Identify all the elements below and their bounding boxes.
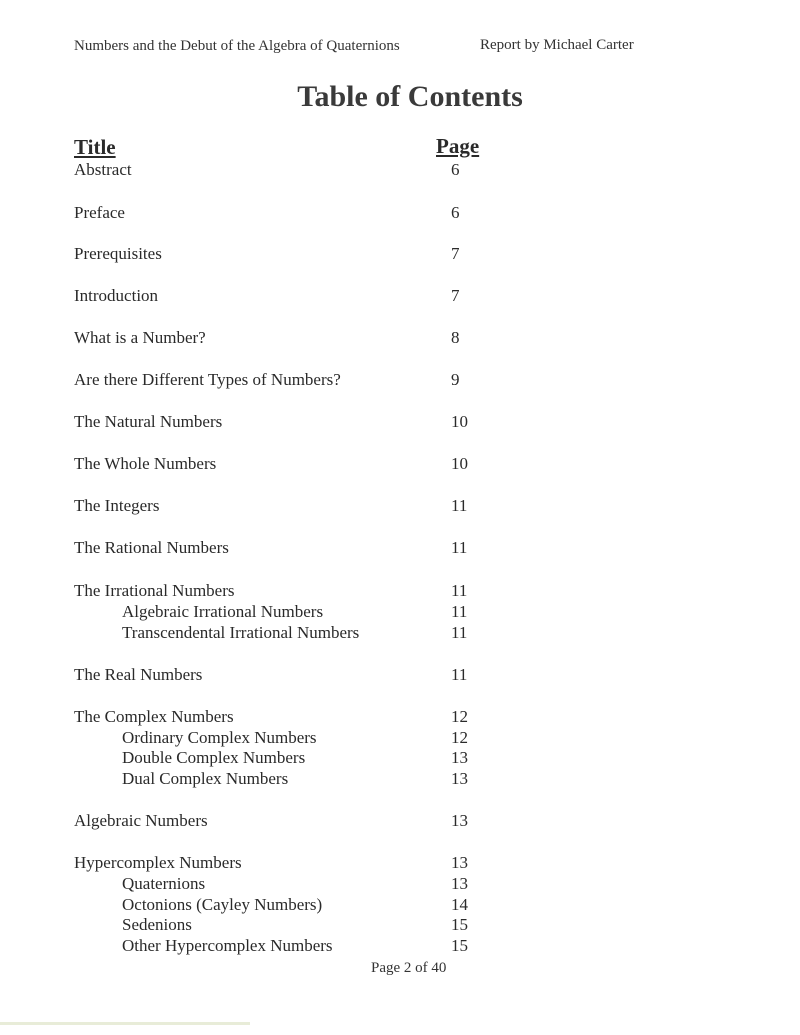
toc-subentry-title: Other Hypercomplex Numbers (122, 936, 333, 955)
toc-entry-title: Are there Different Types of Numbers? (74, 370, 341, 389)
toc-entry-page: 9 (451, 370, 460, 389)
toc-entry-page: 13 (451, 811, 468, 830)
toc-entry-page: 10 (451, 454, 468, 473)
toc-subentry-title: Algebraic Irrational Numbers (122, 602, 324, 621)
toc-entry-title: The Real Numbers (74, 665, 203, 684)
toc-entry-page: 11 (451, 496, 468, 515)
toc-entry-page: 10 (451, 412, 468, 431)
toc-entry-title: The Complex Numbers (74, 707, 234, 726)
toc-entry-page: 6 (451, 203, 460, 222)
toc-entry-title: Preface (74, 203, 125, 222)
toc-subentry-page: 15 (451, 936, 468, 955)
running-header-title: Numbers and the Debut of the Algebra of Quaternions (74, 38, 400, 54)
page-title: Table of Contents (297, 80, 523, 113)
toc-entry-title: What is a Number? (74, 328, 206, 347)
toc-entry-page: 6 (451, 160, 460, 179)
toc-entry-page: 11 (451, 581, 468, 600)
column-header-title: Title (74, 135, 116, 159)
running-header-author: Report by Michael Carter (480, 37, 634, 53)
toc-subentry-title: Dual Complex Numbers (122, 769, 289, 788)
toc-entry-title: The Whole Numbers (74, 454, 217, 473)
toc-subentry-title: Transcendental Irrational Numbers (122, 623, 360, 642)
toc-entry-page: 11 (451, 538, 468, 557)
toc-entry-title: The Integers (74, 496, 160, 515)
toc-subentry-page: 13 (451, 874, 468, 893)
toc-subentry-page: 15 (451, 915, 468, 934)
toc-entry-title: Introduction (74, 286, 159, 305)
toc-entry-title: Hypercomplex Numbers (74, 853, 242, 872)
toc-subentry-title: Ordinary Complex Numbers (122, 728, 317, 747)
column-header-page: Page (436, 134, 480, 158)
toc-entry-title: Prerequisites (74, 244, 162, 263)
toc-subentry-title: Octonions (Cayley Numbers) (122, 895, 323, 914)
toc-subentry-page: 14 (451, 895, 468, 914)
toc-subentry-page: 11 (451, 623, 468, 642)
toc-subentry-page: 13 (451, 769, 468, 788)
toc-subentry-title: Sedenions (122, 915, 192, 934)
toc-entry-title: Abstract (74, 160, 132, 179)
toc-subentry-title: Quaternions (122, 874, 206, 893)
toc-subentry-page: 13 (451, 748, 468, 767)
toc-entry-page: 12 (451, 707, 468, 726)
scan-artifact-divider (0, 1022, 250, 1025)
toc-entry-title: The Irrational Numbers (74, 581, 235, 600)
toc-entry-page: 8 (451, 328, 460, 347)
toc-subentry-page: 11 (451, 602, 468, 621)
toc-entry-title: Algebraic Numbers (74, 811, 208, 830)
toc-subentry-title: Double Complex Numbers (122, 748, 306, 767)
toc-entry-page: 7 (451, 244, 460, 263)
page-footer: Page 2 of 40 (371, 960, 447, 976)
toc-entry-page: 7 (451, 286, 460, 305)
toc-subentry-page: 12 (451, 728, 468, 747)
toc-entry-title: The Rational Numbers (74, 538, 229, 557)
toc-entry-page: 11 (451, 665, 468, 684)
toc-entry-page: 13 (451, 853, 468, 872)
toc-entry-title: The Natural Numbers (74, 412, 223, 431)
